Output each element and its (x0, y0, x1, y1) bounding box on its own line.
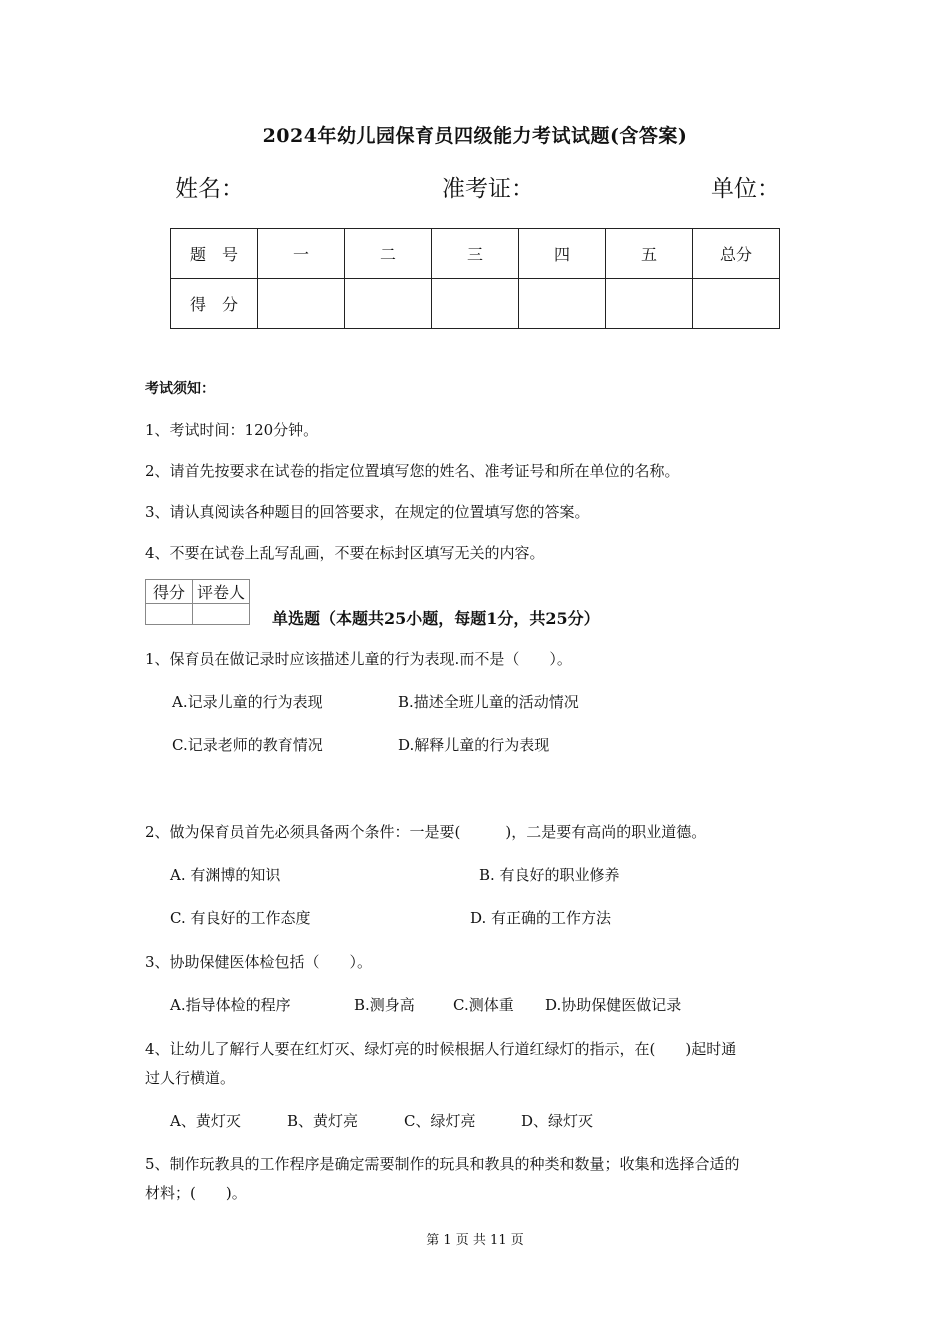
question-option: B. 有良好的职业修养 (479, 866, 620, 884)
score-table-cell: 一 (258, 229, 345, 279)
question-option: D.解释儿童的行为表现 (398, 736, 550, 754)
notice-item: 2、请首先按要求在试卷的指定位置填写您的姓名、准考证号和所在单位的名称。 (145, 462, 680, 480)
question-stem-continued: 材料；( )。 (145, 1184, 247, 1202)
question-option: C. 有良好的工作态度 (170, 909, 311, 927)
score-table-cell (345, 279, 432, 329)
question-option: B.描述全班儿童的活动情况 (398, 693, 579, 711)
score-table-cell (432, 279, 519, 329)
question-stem: 4、让幼儿了解行人要在红灯灭、绿灯亮的时候根据人行道红绿灯的指示，在( )起时通 (145, 1040, 737, 1058)
grader-box (145, 579, 250, 625)
score-table-cell: 得 分 (171, 279, 258, 329)
score-table-cell (606, 279, 693, 329)
question-option: C.测体重 (453, 996, 514, 1014)
score-table-cell (693, 279, 780, 329)
question-option: D.协助保健医做记录 (545, 996, 682, 1014)
score-table-score-row (171, 279, 780, 329)
page-footer: 第 1 页 共 11 页 (426, 1233, 524, 1248)
score-table-cell (519, 279, 606, 329)
score-table-cell: 题 号 (171, 229, 258, 279)
notice-item: 4、不要在试卷上乱写乱画，不要在标封区填写无关的内容。 (145, 544, 545, 562)
grader-score-label: 得分 (146, 580, 193, 604)
question-option: A、黄灯灭 (170, 1112, 241, 1130)
score-table-cell: 四 (519, 229, 606, 279)
unit-label: 单位： (711, 176, 780, 202)
question-option: B.测身高 (354, 996, 415, 1014)
question-option: A.指导体检的程序 (170, 996, 291, 1014)
score-table (170, 228, 780, 329)
score-table-cell (258, 279, 345, 329)
score-table-cell: 三 (432, 229, 519, 279)
question-stem: 5、制作玩教具的工作程序是确定需要制作的玩具和教具的种类和数量；收集和选择合适的 (145, 1155, 740, 1173)
notice-item: 3、请认真阅读各种题目的回答要求，在规定的位置填写您的答案。 (145, 503, 590, 521)
name-label: 姓名： (175, 176, 244, 202)
exam-number-label: 准考证： (442, 176, 534, 202)
score-table-header-row (171, 229, 780, 279)
score-table-cell: 总分 (693, 229, 780, 279)
question-option: D、绿灯灭 (521, 1112, 594, 1130)
page-title: 2024年幼儿园保育员四级能力考试试题(含答案) (262, 125, 688, 147)
question-stem: 2、做为保育员首先必须具备两个条件：一是要( )，二是要有高尚的职业道德。 (145, 823, 707, 841)
question-option: A.记录儿童的行为表现 (172, 693, 323, 711)
question-option: B、黄灯亮 (287, 1112, 359, 1130)
grader-score-cell (146, 604, 193, 625)
question-option: D. 有正确的工作方法 (470, 909, 612, 927)
question-stem: 1、保育员在做记录时应该描述儿童的行为表现.而不是（ ）。 (145, 650, 572, 668)
question-stem: 3、协助保健医体检包括（ ）。 (145, 953, 373, 971)
notice-item: 1、考试时间：120分钟。 (145, 421, 319, 439)
notice-heading: 考试须知： (145, 381, 215, 397)
question-option: C.记录老师的教育情况 (172, 736, 323, 754)
question-option: A. 有渊博的知识 (170, 866, 281, 884)
section-title: 单选题（本题共25小题，每题1分，共25分） (272, 609, 600, 628)
question-stem-continued: 过人行横道。 (145, 1069, 236, 1087)
grader-reviewer-label: 评卷人 (193, 580, 250, 604)
question-option: C、绿灯亮 (404, 1112, 476, 1130)
score-table-cell: 五 (606, 229, 693, 279)
grader-reviewer-cell (193, 604, 250, 625)
score-table-cell: 二 (345, 229, 432, 279)
